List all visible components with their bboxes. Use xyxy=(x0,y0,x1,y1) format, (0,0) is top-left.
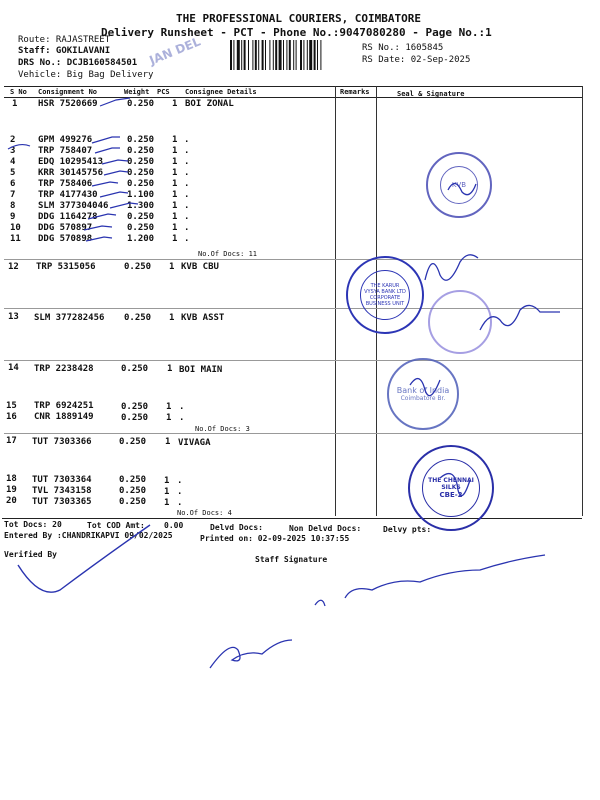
row-consignment: DDG 570898 xyxy=(38,234,93,244)
docs-count: No.Of Docs: 11 xyxy=(198,250,258,258)
row-consignment: SLM 377282456 xyxy=(34,313,105,323)
docs-count: No.Of Docs: 3 xyxy=(195,425,250,433)
delivery-points: Delvy pts: xyxy=(383,525,432,534)
row-weight: 1.100 xyxy=(127,190,155,200)
row-consignment: HSR 7520669 xyxy=(38,99,98,109)
row-pcs: 1 xyxy=(164,476,170,486)
row-sno: 9 xyxy=(10,212,16,222)
route: Route: RAJASTREET xyxy=(18,35,111,45)
tick-6 xyxy=(104,171,128,175)
tick-2 xyxy=(92,137,120,143)
tick-8 xyxy=(100,192,128,197)
row-consignee: BOI ZONAL xyxy=(185,99,234,109)
row-dot: . xyxy=(179,402,185,412)
row-pcs: 1 xyxy=(169,262,175,272)
boi-stamp-sub: Coimbatore Br. xyxy=(400,395,446,402)
kvb-asst-signature xyxy=(480,305,560,330)
row-weight: 0.250 xyxy=(119,437,147,447)
chennai-silks-title: THE CHENNAI SILKS xyxy=(428,477,474,491)
row-consignment: TVL 7343158 xyxy=(32,486,92,496)
delivered-docs: Delvd Docs: xyxy=(210,523,263,532)
row-pcs: 1 xyxy=(164,487,170,497)
row-dot: . xyxy=(177,498,183,508)
row-sno: 18 xyxy=(6,474,17,484)
printed-on: Printed on: 02-09-2025 10:37:55 xyxy=(200,534,350,543)
tick-9 xyxy=(110,203,138,208)
tick-7 xyxy=(92,182,118,186)
row-consignment: KRR 30145756 xyxy=(38,168,104,178)
boi-signature xyxy=(410,379,440,396)
total-cod-value: 0.00 xyxy=(164,521,184,530)
company-name: THE PROFESSIONAL COURIERS, COIMBATORE xyxy=(176,12,422,25)
row-weight: 0.250 xyxy=(127,146,155,156)
row-pcs: 1 xyxy=(165,437,171,447)
row-dot: . xyxy=(184,179,190,189)
total-docs: Tot Docs: 20 xyxy=(4,520,62,529)
runsheet-title: Delivery Runsheet - PCT - Phone No.:9047080280 - Page No.:1 xyxy=(101,26,492,39)
row-weight: 0.250 xyxy=(121,364,149,374)
row-sno: 6 xyxy=(10,179,16,189)
row-consignment: TRP 2238428 xyxy=(34,364,94,374)
signatures xyxy=(210,183,560,668)
staff: Staff: GOKILAVANI xyxy=(18,46,111,56)
row-consignment: TRP 5315056 xyxy=(36,262,96,272)
row-sno: 7 xyxy=(10,190,16,200)
row-consignee: VIVAGA xyxy=(178,438,211,448)
row-weight: 1.300 xyxy=(127,201,155,211)
row-weight: 0.250 xyxy=(119,486,147,496)
row-pcs: 1 xyxy=(172,201,178,211)
kvb-signature xyxy=(425,255,478,280)
entered-by: Entered By :CHANDRIKAPVI 09/02/2025 xyxy=(4,531,173,540)
total-cod-label: Tot COD Amt: xyxy=(87,521,145,530)
tick-4 xyxy=(95,148,120,153)
row-weight: 0.250 xyxy=(127,212,155,222)
row-dot: . xyxy=(184,157,190,167)
col-sno: S No xyxy=(10,88,27,96)
tick-5 xyxy=(102,160,128,164)
row-consignment: GPM 499276 xyxy=(38,135,93,145)
row-weight: 0.250 xyxy=(124,313,152,323)
tick-12 xyxy=(86,237,112,241)
row-sno: 1 xyxy=(12,99,18,109)
verified-by: Verified By xyxy=(4,550,57,559)
row-consignee: BOI MAIN xyxy=(179,365,223,375)
row-sno: 3 xyxy=(10,146,16,156)
tick-marks xyxy=(8,98,150,592)
row-consignment: TRP 4177430 xyxy=(38,190,98,200)
row-sno: 5 xyxy=(10,168,16,178)
row-pcs: 1 xyxy=(169,313,175,323)
row-dot: . xyxy=(179,413,185,423)
row-sno: 16 xyxy=(6,412,17,422)
row-weight: 1.200 xyxy=(127,234,155,244)
row-pcs: 1 xyxy=(172,157,178,167)
row-consignment: TUT 7303366 xyxy=(32,437,92,447)
docs-count: No.Of Docs: 4 xyxy=(177,509,232,517)
row-pcs: 1 xyxy=(166,402,172,412)
row-consignment: DDG 570897 xyxy=(38,223,93,233)
row-consignee: KVB ASST xyxy=(181,313,225,323)
row-consignment: DDG 1164278 xyxy=(38,212,98,222)
row-sno: 20 xyxy=(6,496,17,506)
row-dot: . xyxy=(184,135,190,145)
vehicle: Vehicle: Big Bag Delivery xyxy=(18,70,154,80)
karur-corporate-text: THE KARUR VYSYA BANK LTD CORPORATE BUSINESS UNIT xyxy=(360,270,410,320)
row-consignment: TUT 7303364 xyxy=(32,475,92,485)
row-dot: . xyxy=(184,146,190,156)
col-remarks: Remarks xyxy=(340,88,370,96)
row-consignment: EDQ 10295413 xyxy=(38,157,104,167)
row-sno: 12 xyxy=(8,262,19,272)
row-sno: 2 xyxy=(10,135,16,145)
row-sno: 8 xyxy=(10,201,16,211)
col-consignee: Consignee Details xyxy=(185,88,257,96)
row-pcs: 1 xyxy=(172,146,178,156)
row-consignment: CNR 1889149 xyxy=(34,412,94,422)
row-weight: 0.250 xyxy=(127,99,155,109)
row-weight: 0.250 xyxy=(127,135,155,145)
row-sno: 14 xyxy=(8,363,19,373)
col-signature: Seal & Signature xyxy=(397,90,465,98)
row-pcs: 1 xyxy=(172,99,178,109)
row-consignment: TRP 758407 xyxy=(38,146,93,156)
silks-signature xyxy=(440,474,470,496)
tick-3 xyxy=(8,145,30,149)
row-sno: 17 xyxy=(6,436,17,446)
row-consignment: TRP 758406 xyxy=(38,179,93,189)
row-dot: . xyxy=(184,212,190,222)
row-sno: 15 xyxy=(6,401,17,411)
row-weight: 0.250 xyxy=(121,413,149,423)
row-consignment: TUT 7303365 xyxy=(32,497,92,507)
row-weight: 0.250 xyxy=(119,475,147,485)
row-dot: . xyxy=(177,487,183,497)
name-v xyxy=(315,600,325,606)
row-dot: . xyxy=(184,190,190,200)
col-pcs: PCS xyxy=(157,88,170,96)
non-delivered-docs: Non Delvd Docs: xyxy=(289,524,362,533)
row-pcs: 1 xyxy=(167,364,173,374)
row-sno: 19 xyxy=(6,485,17,495)
row-pcs: 1 xyxy=(166,413,172,423)
kvb2-signature xyxy=(448,183,476,194)
rs-number: RS No.: 1605845 xyxy=(362,43,444,53)
drs-number: DRS No.: DCJB160584501 xyxy=(18,58,138,68)
row-dot: . xyxy=(184,234,190,244)
verifier-signature xyxy=(210,640,292,668)
verify-tick xyxy=(18,525,150,592)
row-weight: 0.250 xyxy=(127,168,155,178)
chennai-silks-sub: CBE-2 xyxy=(439,491,463,499)
row-weight: 0.250 xyxy=(124,262,152,272)
row-pcs: 1 xyxy=(172,212,178,222)
row-sno: 4 xyxy=(10,157,16,167)
tick-11 xyxy=(84,226,112,230)
tick-1 xyxy=(100,98,130,106)
row-weight: 0.250 xyxy=(119,497,147,507)
row-sno: 13 xyxy=(8,312,19,322)
col-consignment: Consignment No xyxy=(38,88,98,96)
col-weight: Weight xyxy=(124,88,150,96)
boi-stamp-title: Bank of India xyxy=(396,386,450,395)
row-consignment: SLM 377304046 xyxy=(38,201,109,211)
row-consignment: TRP 6924251 xyxy=(34,401,94,411)
row-consignee: KVB CBU xyxy=(181,262,219,272)
row-pcs: 1 xyxy=(172,179,178,189)
row-pcs: 1 xyxy=(164,498,170,508)
rs-date: RS Date: 02-Sep-2025 xyxy=(362,55,471,65)
row-dot: . xyxy=(184,223,190,233)
row-dot: . xyxy=(184,168,190,178)
row-dot: . xyxy=(184,201,190,211)
staff-signature-label: Staff Signature xyxy=(255,555,328,564)
row-pcs: 1 xyxy=(172,135,178,145)
row-weight: 0.250 xyxy=(127,157,155,167)
row-pcs: 1 xyxy=(172,190,178,200)
row-dot: . xyxy=(177,476,183,486)
row-sno: 10 xyxy=(10,223,21,233)
row-weight: 0.250 xyxy=(121,402,149,412)
row-weight: 0.250 xyxy=(127,179,155,189)
row-weight: 0.250 xyxy=(127,223,155,233)
row-pcs: 1 xyxy=(172,168,178,178)
row-pcs: 1 xyxy=(172,234,178,244)
row-pcs: 1 xyxy=(172,223,178,233)
kvb-stamp-center: KVB xyxy=(440,166,478,204)
header-faint-stamp: JAN DEL xyxy=(147,34,203,68)
tick-10 xyxy=(88,214,116,219)
row-sno: 11 xyxy=(10,234,21,244)
